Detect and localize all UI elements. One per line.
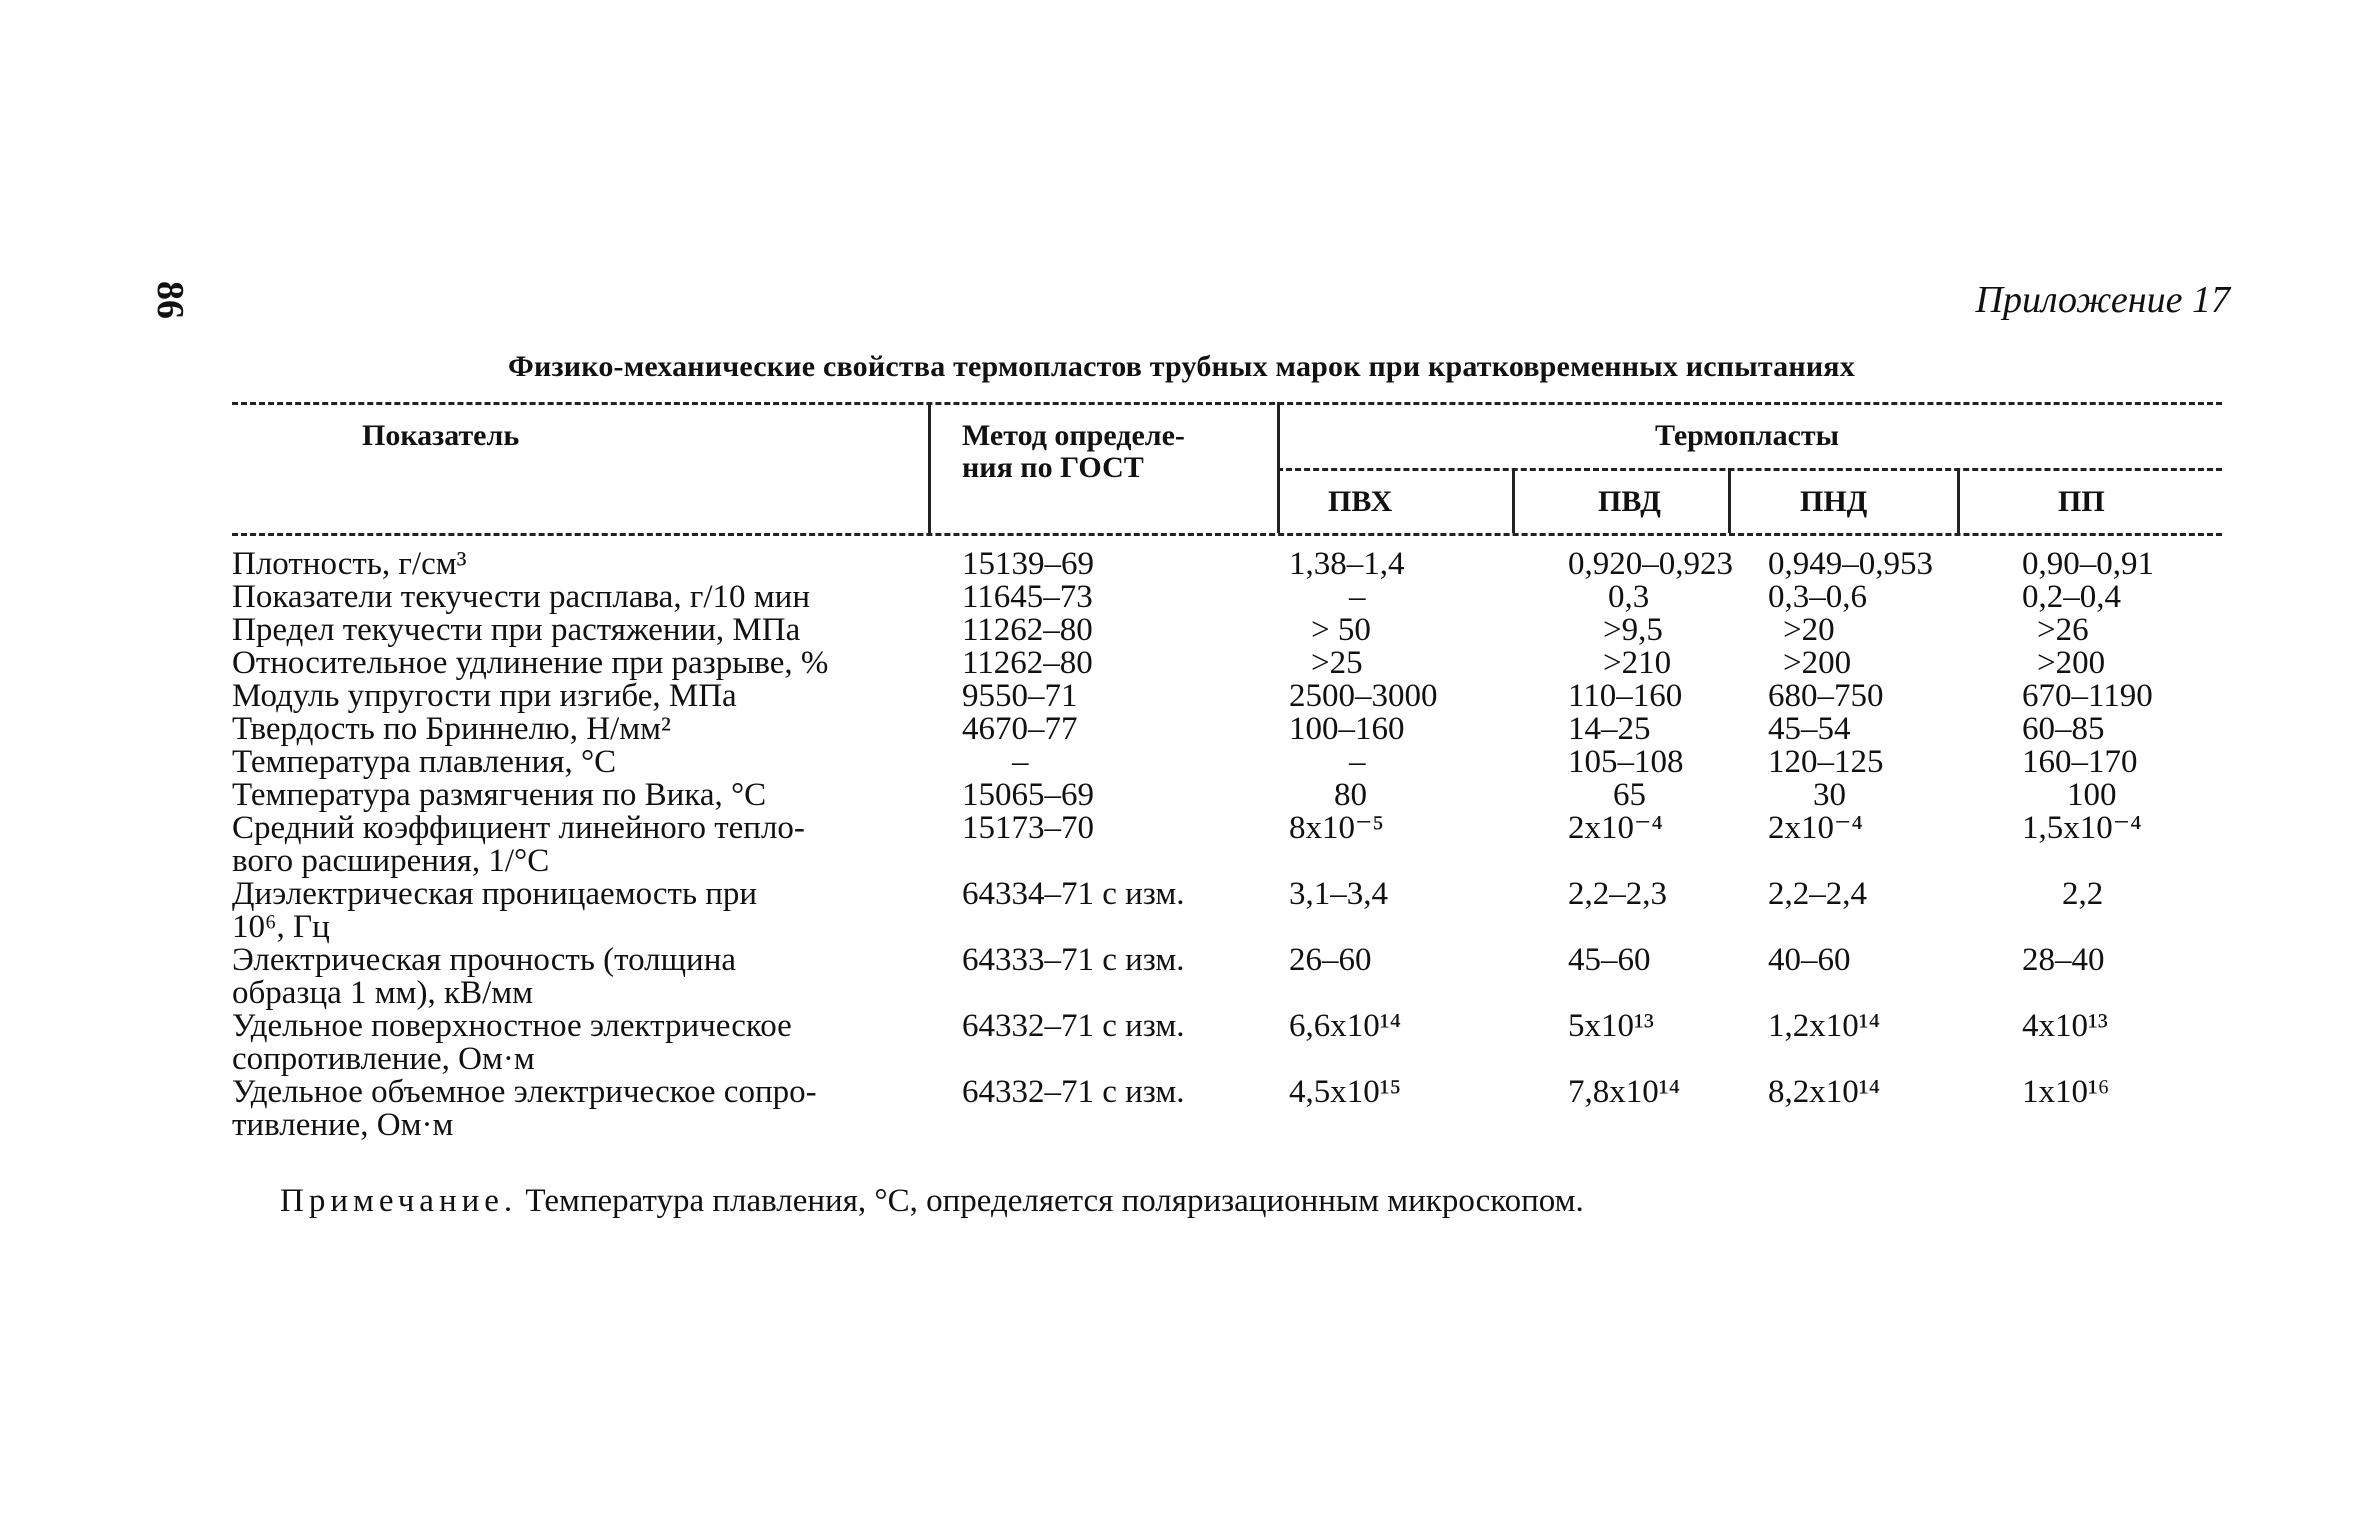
page-number: 86: [149, 281, 191, 319]
cell-pnd: 120–125: [1768, 744, 1884, 780]
cell-pvc: 3,1–3,4: [1289, 876, 1388, 912]
cell-method: 64332–71 с изм.: [962, 1074, 1185, 1110]
cell-pp: 100: [2067, 777, 2117, 813]
cell-pnd: 2x10⁻⁴: [1768, 810, 1863, 846]
cell-pp: 160–170: [2022, 744, 2138, 780]
column-divider-pvd: [1512, 468, 1515, 533]
cell-pvd: 7,8x10¹⁴: [1568, 1074, 1681, 1110]
cell-pnd: 2,2–2,4: [1768, 876, 1867, 912]
cell-pvd: 5x10¹³: [1568, 1008, 1654, 1044]
cell-pnd: 0,3–0,6: [1768, 579, 1867, 615]
cell-pvc: 1,38–1,4: [1289, 546, 1405, 582]
table-row: [232, 713, 2232, 746]
cell-indicator: Удельное поверхностное электрическое сопротивление, Ом·м: [232, 1008, 792, 1077]
cell-pnd: 8,2x10¹⁴: [1768, 1074, 1881, 1110]
cell-method: 64334–71 с изм.: [962, 876, 1185, 912]
cell-pvc: 2500–3000: [1289, 678, 1438, 714]
cell-method: 64332–71 с изм.: [962, 1008, 1185, 1044]
cell-pp: >26: [2037, 612, 2089, 648]
group-header-rule: [1277, 468, 2222, 471]
cell-pnd: 45–54: [1768, 711, 1851, 747]
table-row: [232, 1076, 2232, 1142]
cell-pvc: 26–60: [1289, 942, 1372, 978]
column-divider-thermoplastics: [1277, 402, 1280, 533]
header-thermoplastics: Термопласты: [1655, 419, 1840, 452]
cell-indicator: Модуль упругости при изгибе, МПа: [232, 678, 737, 714]
cell-pp: 2,2: [2062, 876, 2104, 912]
cell-pvc: >25: [1311, 645, 1363, 681]
cell-pvc: 6,6x10¹⁴: [1289, 1008, 1402, 1044]
header-bottom-rule: [232, 533, 2222, 536]
table-row: [232, 548, 2232, 581]
cell-indicator: Показатели текучести расплава, г/10 мин: [232, 579, 810, 615]
cell-pp: 0,90–0,91: [2022, 546, 2154, 582]
cell-pp: 4x10¹³: [2022, 1008, 2108, 1044]
cell-pvc: 100–160: [1289, 711, 1405, 747]
cell-pvd: 2,2–2,3: [1568, 876, 1667, 912]
cell-indicator: Электрическая прочность (толщина образца 1 мм), кВ/мм: [232, 942, 737, 1011]
cell-pp: 1x10¹⁶: [2022, 1074, 2110, 1110]
cell-pvc: > 50: [1311, 612, 1371, 648]
cell-method: 64333–71 с изм.: [962, 942, 1185, 978]
table-title: Физико-механические свойства термопластов трубных марок при кратковременных испытаниях: [508, 350, 1855, 383]
cell-pnd: >200: [1783, 645, 1852, 681]
cell-pvd: 2x10⁻⁴: [1568, 810, 1663, 846]
column-divider-method: [928, 402, 931, 533]
table-row: [232, 614, 2232, 647]
cell-indicator: Диэлектрическая проницаемость при 10⁶, Гц: [232, 876, 758, 945]
header-method-line2: ния по ГОСТ: [962, 451, 1144, 484]
column-divider-pnd: [1728, 468, 1731, 533]
cell-pvc: 80: [1334, 777, 1367, 813]
cell-method: 9550–71: [962, 678, 1078, 714]
cell-indicator: Твердость по Бриннелю, Н/мм²: [232, 711, 671, 747]
table-row: [232, 779, 2232, 812]
table-row: [232, 647, 2232, 680]
table-row: [232, 680, 2232, 713]
header-indicator: Показатель: [362, 419, 520, 452]
table-row: [232, 1010, 2232, 1076]
cell-pvd: 105–108: [1568, 744, 1684, 780]
cell-pp: 670–1190: [2022, 678, 2153, 714]
cell-pvd: 0,3: [1608, 579, 1650, 615]
cell-pvc: 4,5x10¹⁵: [1289, 1074, 1402, 1110]
cell-pnd: 40–60: [1768, 942, 1851, 978]
table-note: [280, 1183, 1584, 1220]
cell-pvc: –: [1349, 579, 1366, 615]
header-pp: ПП: [2058, 485, 2105, 518]
table-row: [232, 746, 2232, 779]
note-label: Примечание.: [280, 1183, 518, 1219]
cell-indicator: Удельное объемное электрическое сопро- тивление, Ом·м: [232, 1074, 817, 1143]
cell-method: 4670–77: [962, 711, 1078, 747]
cell-indicator: Предел текучести при растяжении, МПа: [232, 612, 801, 648]
column-divider-pp: [1957, 468, 1960, 533]
table-row: [232, 581, 2232, 614]
header-pnd: ПНД: [1800, 485, 1868, 518]
cell-pp: >200: [2037, 645, 2106, 681]
cell-method: 15065–69: [962, 777, 1094, 813]
cell-pvd: 14–25: [1568, 711, 1651, 747]
cell-pvd: 45–60: [1568, 942, 1651, 978]
cell-method: 15173–70: [962, 810, 1094, 846]
cell-pp: 1,5x10⁻⁴: [2022, 810, 2142, 846]
cell-pvc: –: [1349, 744, 1366, 780]
cell-pnd: >20: [1783, 612, 1835, 648]
cell-indicator: Температура размягчения по Вика, °С: [232, 777, 767, 813]
cell-pvd: >9,5: [1603, 612, 1663, 648]
cell-pnd: 30: [1813, 777, 1846, 813]
cell-pp: 60–85: [2022, 711, 2105, 747]
note-text: Температура плавления, °С, определяется поляризационным микроскопом.: [525, 1183, 1584, 1219]
appendix-label: Приложение 17: [1975, 279, 2230, 321]
table-body: [232, 548, 2232, 1142]
header-method-line1: Метод определе-: [962, 419, 1185, 452]
cell-method: 11645–73: [962, 579, 1093, 615]
header-pvc: ПВХ: [1328, 485, 1393, 518]
cell-pvd: 65: [1613, 777, 1646, 813]
cell-pvd: 110–160: [1568, 678, 1683, 714]
cell-method: 11262–80: [962, 612, 1093, 648]
cell-indicator: Температура плавления, °С: [232, 744, 617, 780]
cell-method: 11262–80: [962, 645, 1093, 681]
table-row: [232, 878, 2232, 944]
cell-indicator: Относительное удлинение при разрыве, %: [232, 645, 829, 681]
table-row: [232, 944, 2232, 1010]
cell-indicator: Плотность, г/см³: [232, 546, 467, 582]
cell-pvd: 0,920–0,923: [1568, 546, 1733, 582]
table-top-rule: [232, 402, 2222, 405]
cell-method: 15139–69: [962, 546, 1094, 582]
cell-pnd: 1,2x10¹⁴: [1768, 1008, 1881, 1044]
cell-indicator: Средний коэффициент линейного тепло- вого расширения, 1/°С: [232, 810, 805, 879]
cell-pvc: 8x10⁻⁵: [1289, 810, 1384, 846]
cell-method: –: [1012, 744, 1029, 780]
header-pvd: ПВД: [1598, 485, 1661, 518]
cell-pp: 28–40: [2022, 942, 2105, 978]
cell-pnd: 0,949–0,953: [1768, 546, 1933, 582]
cell-pvd: >210: [1603, 645, 1672, 681]
cell-pnd: 680–750: [1768, 678, 1884, 714]
cell-pp: 0,2–0,4: [2022, 579, 2121, 615]
table-row: [232, 812, 2232, 878]
